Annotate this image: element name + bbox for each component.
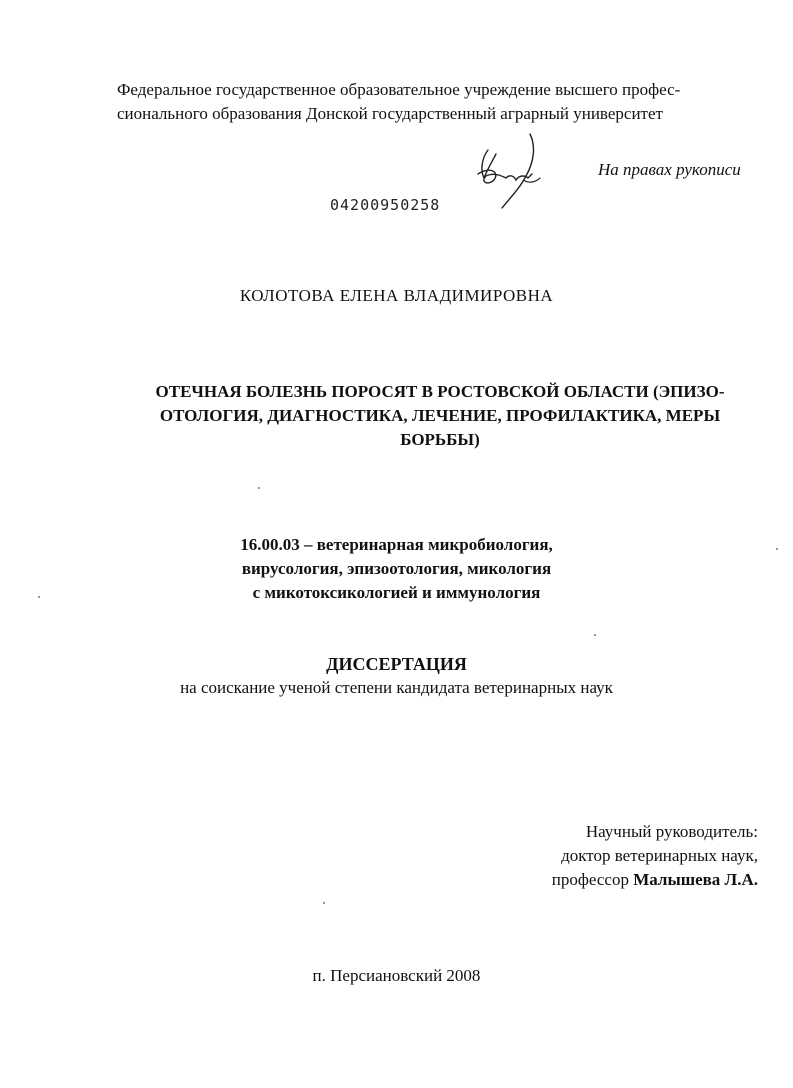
- scan-speck: [38, 596, 40, 598]
- specialty-line-1: 16.00.03 – ветеринарная микробиология,: [240, 535, 553, 554]
- scientific-supervisor: [470, 820, 758, 892]
- author-name: КОЛОТОВА ЕЛЕНА ВЛАДИМИРОВНА: [239, 286, 554, 305]
- scan-speck: [776, 548, 778, 550]
- title-line-3: БОРЬБЫ): [400, 430, 480, 449]
- supervisor-line-1: Научный руководитель:: [585, 822, 758, 841]
- manuscript-rights-note: На правах рукописи: [598, 160, 741, 179]
- title-line-2: ОТОЛОГИЯ, ДИАГНОСТИКА, ЛЕЧЕНИЕ, ПРОФИЛАКТИКА, МЕРЫ: [159, 406, 721, 425]
- place-and-year: п. Персиановский 2008: [312, 966, 481, 985]
- specialty-code: [0, 533, 793, 605]
- dissertation-title: [120, 380, 760, 452]
- supervisor-line-2: доктор ветеринарных наук,: [561, 846, 758, 865]
- scan-speck: [323, 902, 325, 904]
- supervisor-name: Малышева Л.А.: [633, 870, 758, 889]
- institution-line-2: сионального образования Донской государственный аграрный университет: [117, 104, 663, 123]
- supervisor-line-3: [470, 868, 758, 892]
- scan-speck: [258, 487, 260, 489]
- institution-line-1: Федеральное государственное образовательное учреждение высшего профес-: [117, 80, 681, 99]
- library-stamp-number: 04200950258: [330, 196, 441, 214]
- specialty-line-3: с микотоксикологией и иммунология: [252, 583, 541, 602]
- dissertation-heading: ДИССЕРТАЦИЯ: [326, 654, 467, 674]
- title-line-1: ОТЕЧНАЯ БОЛЕЗНЬ ПОРОСЯТ В РОСТОВСКОЙ ОБЛАСТИ (ЭПИЗО-: [155, 382, 725, 401]
- dissertation-subtitle: на соискание ученой степени кандидата ветеринарных наук: [180, 678, 613, 697]
- institution-header: [117, 78, 747, 126]
- specialty-line-2: вирусология, эпизоотология, микология: [241, 559, 552, 578]
- scan-speck: [594, 634, 596, 636]
- supervisor-title: профессор: [551, 870, 634, 889]
- handwritten-signature: [470, 128, 550, 213]
